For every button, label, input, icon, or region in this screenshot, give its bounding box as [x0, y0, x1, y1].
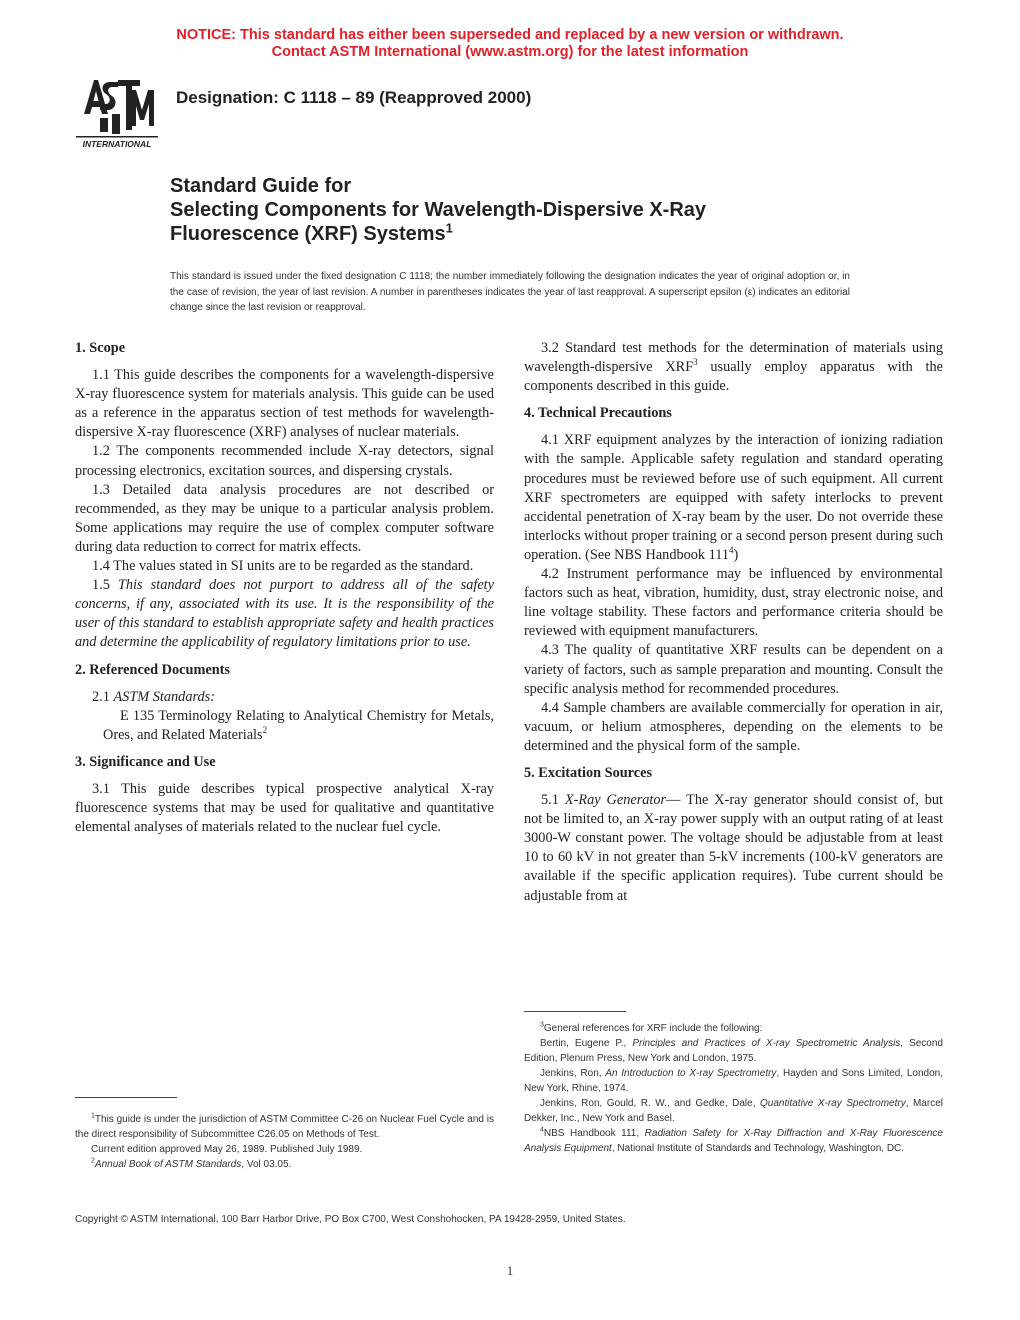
- para-3-2-text-b: usually employ apparatus with the components described in this guide.: [524, 359, 943, 395]
- para-3-2: [524, 339, 943, 396]
- footnote-1-mark: 1: [91, 1112, 95, 1120]
- footnote-1: [75, 1112, 494, 1142]
- para-5-1-term: X-Ray Generator: [564, 792, 667, 809]
- para-5-1-text: — The X-ray generator should consist of, but not be limited to, an X-ray power supply with an output rating of at least 3000-W constant power. The voltage should be adjustable from at least 10 to 60 kV in not greater than 5-kV increments (100-kV generators are available if the specific application requires). Tube current should be adjustable from at: [524, 792, 944, 904]
- left-column: [75, 339, 494, 837]
- para-4-1-text-b: ): [733, 546, 739, 563]
- footnotes-right: [524, 1021, 943, 1156]
- document-title: [170, 174, 870, 246]
- para-1-5: [75, 576, 494, 652]
- para-4-4: 4.4 Sample chambers are available commercially for operation in air, vacuum, or helium atmospheres, depending on the elements to be determined and the physical form of the sample.: [524, 699, 943, 754]
- notice-line-2: Contact ASTM International (www.astm.org) for the latest information: [271, 44, 749, 60]
- para-3-2-text-a: 3.2 Standard test methods for the determination of materials using wavelength-dispersive XRF: [524, 340, 943, 376]
- page-number: 1: [506, 1263, 514, 1278]
- ref-1-author: Bertin, Eugene P.,: [540, 1038, 633, 1049]
- ref-3-title: Quantitative X-ray Spectrometry: [759, 1098, 906, 1109]
- ref-3-rest: , Marcel Dekker, Inc., New York and Basel.: [524, 1098, 943, 1124]
- para-4-3: 4.3 The quality of quantitative XRF results can be dependent on a variety of factors, such as sample preparation and mounting. Consult the specific analysis method for recommended procedures.: [524, 642, 943, 697]
- para-4-1-mark: 4: [729, 545, 734, 556]
- logo-subtext: INTERNATIONAL: [82, 139, 152, 149]
- ref-2-rest: , Hayden and Sons Limited, London, New York, Rhine, 1974.: [524, 1068, 944, 1094]
- footnote-2-title: Annual Book of ASTM Standards: [94, 1159, 242, 1170]
- ref-2-author: Jenkins, Ron,: [540, 1068, 606, 1079]
- excitation-heading: 5. Excitation Sources: [524, 764, 653, 781]
- designation: Designation: C 1118 – 89 (Reapproved 2000): [176, 88, 532, 107]
- para-1-4: 1.4 The values stated in SI units are to be regarded as the standard.: [92, 558, 474, 575]
- title-line-3: [170, 222, 870, 246]
- para-4-1-text-a: 4.1 XRF equipment analyzes by the interaction of ionizing radiation with the sample. Applicable safety regulation and standard operating procedures must be reviewed before use of such equipment. All current XRF spectrometers are equipped with safety interlocks to prevent accidental penetration of X-ray beam by the user. Do not override these interlocks without proper training or a second person present during such operation. (See NBS Handbook 111: [524, 432, 943, 563]
- ref-2-title: An Introduction to X-ray Spectrometry: [605, 1068, 777, 1079]
- para-5-1-number: 5.1: [541, 792, 565, 809]
- footnote-4-mark: 4: [540, 1126, 544, 1134]
- significance-heading: 3. Significance and Use: [75, 753, 216, 770]
- para-1-5-number: 1.5: [92, 577, 118, 594]
- footnote-rule-right: [524, 1011, 626, 1012]
- astm-logo-icon: [70, 74, 162, 150]
- footnote-3-ref-3: [524, 1096, 943, 1126]
- ref-1-rest: , Second Edition, Plenum Press, New York and London, 1975.: [524, 1038, 943, 1064]
- footnote-2-rest: , Vol 03.05.: [241, 1159, 292, 1170]
- ref-e135: [75, 707, 494, 745]
- para-1-1: 1.1 This guide describes the components for a wavelength-dispersive X-ray fluorescence system for materials analysis. This guide can be used as a reference in the apparatus section of test methods for wavelength-dispersive X-ray fluorescence (XRF) analyses of nuclear materials.: [75, 367, 494, 441]
- para-1-5-text: This standard does not purport to address all of the safety concerns, if any, associated with its use. It is the responsibility of the user of this standard to establish appropriate safety and health practices and determine the applicability of regulatory limitations prior to use.: [75, 577, 494, 651]
- para-2-1: [75, 688, 494, 707]
- para-1-3: 1.3 Detailed data analysis procedures are not described or recommended, as they may be unique to a particular analysis problem. Some applications may require the use of complex computer software during data reduction to correct for matrix effects.: [75, 481, 494, 555]
- para-5-1: [524, 791, 943, 906]
- ref-e135-mark: 2: [262, 725, 268, 736]
- notice-line-1: NOTICE: This standard has either been superseded and replaced by a new version or withdrawn.: [176, 27, 844, 43]
- para-2-1-number: 2.1: [92, 688, 114, 705]
- title-line-1: Standard Guide for: [170, 175, 352, 197]
- ref-3-author: Jenkins, Ron, Gould, R. W., and Gedke, Dale,: [540, 1098, 760, 1109]
- footnote-rule-left: [75, 1097, 177, 1098]
- ref-1-title: Principles and Practices of X-ray Spectrometric Analysis: [632, 1038, 901, 1049]
- para-4-2: 4.2 Instrument performance may be influenced by environmental factors such as heat, vibration, humidity, dust, stray electronic noise, and line voltage stability. These factors and performance criteria should be reviewed with equipment manufacturers.: [524, 566, 943, 640]
- footnote-1-text: This guide is under the jurisdiction of ASTM Committee C-26 on Nuclear Fuel Cycle and is the direct responsibility of Subcommittee C26.05 on Methods of Test.: [75, 1114, 494, 1140]
- withdrawal-notice: [0, 27, 1020, 61]
- para-1-2: 1.2 The components recommended include X-ray detectors, signal processing electronics, excitation sources, and dispersing crystals.: [75, 443, 494, 479]
- astm-logo: [70, 74, 162, 150]
- title-line-3-text: Fluorescence (XRF) Systems: [170, 223, 446, 245]
- footnote-3-intro: General references for XRF include the following:: [543, 1023, 763, 1034]
- footnote-3-ref-1: [524, 1036, 943, 1066]
- refdocs-heading: 2. Referenced Documents: [75, 661, 230, 678]
- footnote-4: [524, 1126, 943, 1156]
- title-line-2: Selecting Components for Wavelength-Dispersive X-Ray: [170, 199, 707, 221]
- footnote-3: [524, 1021, 943, 1036]
- right-column: [524, 339, 943, 906]
- footnote-2: [75, 1157, 494, 1172]
- issued-note: This standard is issued under the fixed designation C 1118; the number immediately following the designation indicates the year of original adoption or, in the case of revision, the year of last revision. A number in parentheses indicates the year of last reapproval. A superscript epsilon (ε) indicates an editorial change since the last revision or reapproval.: [170, 271, 850, 313]
- footnotes-left: [75, 1112, 494, 1172]
- scope-heading: 1. Scope: [75, 340, 126, 356]
- title-footnote-mark: 1: [445, 220, 453, 236]
- footnote-4-rest: , National Institute of Standards and Technology, Washington, DC.: [611, 1143, 905, 1154]
- tech-precautions-heading: 4. Technical Precautions: [524, 405, 672, 422]
- footnote-4-author: NBS Handbook 111,: [543, 1128, 645, 1139]
- para-4-1: [524, 431, 943, 565]
- footnote-3-mark: 3: [540, 1021, 544, 1029]
- ref-e135-text: E 135 Terminology Relating to Analytical Chemistry for Metals, Ores, and Related Materials: [103, 707, 494, 743]
- footnote-1-edition: Current edition approved May 26, 1989. Published July 1989.: [91, 1144, 363, 1155]
- footnote-2-mark: 2: [91, 1157, 95, 1165]
- para-3-1: 3.1 This guide describes typical prospective analytical X-ray fluorescence systems that may be used for qualitative and quantitative elemental analyses of materials related to the nuclear fuel cycle.: [75, 780, 494, 836]
- footnote-3-ref-2: [524, 1066, 943, 1096]
- para-2-1-text: ASTM Standards:: [113, 688, 215, 705]
- para-3-2-mark: 3: [693, 357, 698, 368]
- footnote-4-title: Radiation Safety for X-Ray Diffraction and X-Ray Fluorescence Analysis Equipment: [524, 1128, 943, 1154]
- copyright: Copyright © ASTM International, 100 Barr Harbor Drive, PO Box C700, West Conshohocken, PA 19428-2959, United States.: [75, 1214, 626, 1225]
